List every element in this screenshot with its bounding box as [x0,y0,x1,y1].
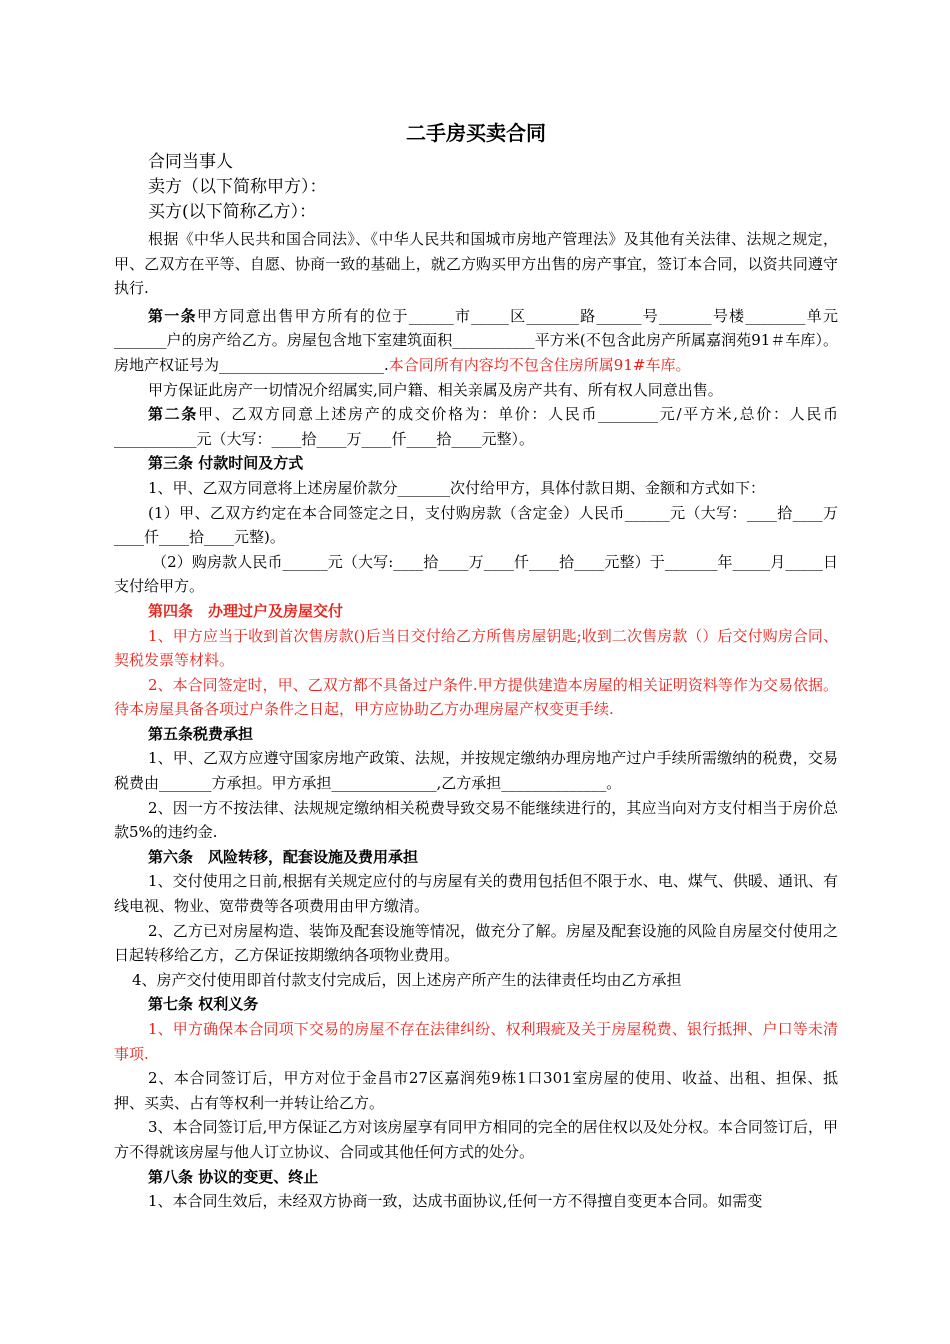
contract-page [114,118,838,1214]
buyer-line: 买方(以下简称乙方）： [148,202,317,222]
article-5-p1: 1、甲、乙双方应遵守国家房地产政策、法规，并按规定缴纳办理房地产过户手续所需缴纳的税费，交易税费由_______方承担。甲方承担______________,乙方承担______________。 [114,749,838,793]
article-2-heading: 第二条 [148,405,199,424]
article-6-p4: 4、房产交付使用即首付款支付完成后，因上述房产所产生的法律责任均由乙方承担 [132,970,682,989]
parties-intro: 合同当事人 [148,152,233,172]
article-6-heading: 第六条 风险转移，配套设施及费用承担 [148,847,419,866]
article-3-p2: (1）甲、乙双方约定在本合同签定之日，支付购房款（含定金）人民币______元（大写：____拾____万____仟____拾____元整)。 [114,503,838,547]
article-6-p2: 2、乙方已对房屋构造、装饰及配套设施等情况，做充分了解。房屋及配套设施的风险自房屋交付使用之日起转移给乙方，乙方保证按期缴纳各项物业费用。 [114,921,838,965]
article-8-heading: 第八条 协议的变更、终止 [148,1167,319,1186]
article-3-heading: 第三条 付款时间及方式 [148,454,304,473]
article-2-body: 甲、乙双方同意上述房产的成交价格为：单价：人民币________元/平方米,总价：人民币___________元（大写：____拾____万____仟____拾____元整）。 [114,405,838,448]
article-6-p1: 1、交付使用之日前,根据有关规定应付的与房屋有关的费用包括但不限于水、电、煤气、供暖、通讯、有线电视、物业、宽带费等各项费用由甲方缴清。 [114,872,838,916]
article-3-p3: （2）购房款人民币______元（大写:____拾____万____仟____拾____元整）于_______年_____月_____日支付给甲方。 [114,552,838,596]
article-2 [114,402,838,451]
document-title: 二手房买卖合同 [406,121,546,145]
article-4-p1: 1、甲方应当于收到首次售房款()后当日交付给乙方所售房屋钥匙;收到二次售房款（）后交付购房合同、契税发票等材料。 [114,626,838,670]
article-7-heading: 第七条 权利义务 [148,995,259,1014]
article-7-p3: 3、本合同签订后,甲方保证乙方对该房屋享有同甲方相同的完全的居住权以及处分权。本合同签订后，甲方不得就该房屋与他人订立协议、合同或其他任何方式的处分。 [114,1118,838,1161]
article-4-p2: 2、本合同签定时，甲、乙双方都不具备过户条件.甲方提供建造本房屋的相关证明资料等作为交易依据。待本房屋具备各项过户条件之日起，甲方应协助乙方办理房屋产权变更手续. [114,675,838,719]
article-1-guarantee: 甲方保证此房产一切情况介绍属实,同户籍、相关亲属及房产共有、所有权人同意出售。 [148,380,723,399]
article-4-heading: 第四条 办理过户及房屋交付 [148,601,344,620]
article-5-heading: 第五条税费承担 [148,724,254,743]
article-7-p1: 1、甲方确保本合同项下交易的房屋不存在法律纠纷、权利瑕疵及关于房屋税费、银行抵押、户口等未清事项. [114,1020,838,1063]
article-1-heading: 第一条 [148,306,197,325]
article-8-p1: 1、本合同生效后，未经双方协商一致，达成书面协议,任何一方不得擅自变更本合同。如需变 [148,1192,763,1211]
article-1-body: 甲方同意出售甲方所有的位于______市_____区_______路______号_______号楼________单元_______户的房产给乙方。房屋包含地下室建筑面积___________平方米(不包含此房产所属嘉润苑91＃车库）。房地产权证号为______________________. [114,306,838,374]
article-5-p2: 2、因一方不按法律、法规规定缴纳相关税费导致交易不能继续进行的，其应当向对方支付相当于房价总款5%的违约金. [114,798,838,842]
article-1-red-note: 本合同所有内容均不包含住房所属91#车库。 [388,355,691,374]
article-3-p1: 1、甲、乙双方同意将上述房屋价款分_______次付给甲方，具体付款日期、金额和方式如下： [148,478,766,497]
seller-line: 卖方（以下简称甲方）： [148,177,327,197]
article-7-p2: 2、本合同签订后，甲方对位于金昌市27区嘉润苑9栋1口301室房屋的使用、收益、出租、担保、抵押、买卖、占有等权利一并转让给乙方。 [114,1069,838,1112]
article-1 [114,304,838,378]
preamble: 根据《中华人民共和国合同法》、《中华人民共和国城市房地产管理法》及其他有关法律、法规之规定，甲、乙双方在平等、自愿、协商一致的基础上，就乙方购买甲方出售的房产事宜，签订本合同，以资共同遵守执行. [114,230,838,298]
